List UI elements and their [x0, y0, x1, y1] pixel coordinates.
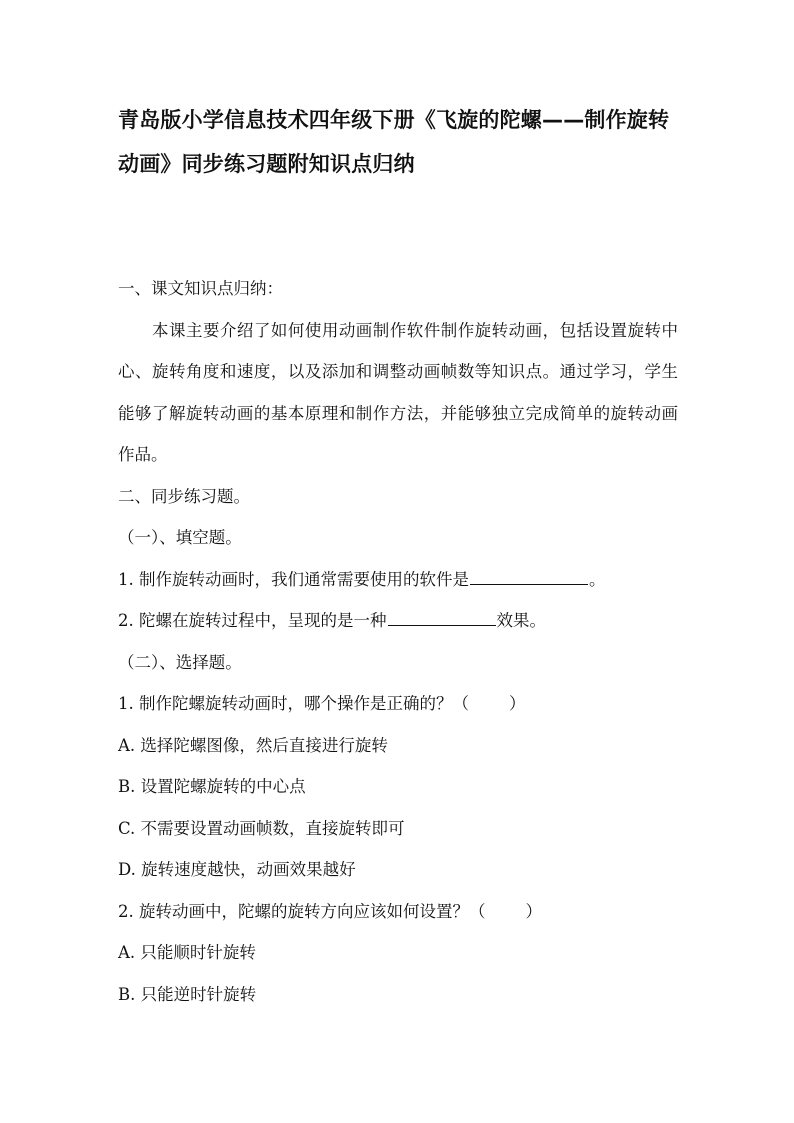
document-body [118, 268, 678, 1015]
choice-question-1 [118, 683, 678, 725]
fill-question-2-text: 2. 陀螺在旋转过程中，呈现的是一种 [118, 611, 387, 630]
knowledge-paragraph: 本课主要介绍了如何使用动画制作软件制作旋转动画，包括设置旋转中心、旋转角度和速度，以及添加和调整动画帧数等知识点。通过学习，学生能够了解旋转动画的基本原理和制作方法，并能够独立完成简单的旋转动画作品。 [118, 320, 678, 464]
fill-question-2 [118, 600, 678, 642]
subsection-heading-choice: （二）、选择题。 [118, 652, 242, 672]
document-title: 青岛版小学信息技术四年级下册《飞旋的陀螺——制作旋转动画》同步练习题附知识点归纳 [118, 108, 670, 176]
choice-option: B. 只能逆时针旋转 [118, 984, 257, 1004]
section-heading-knowledge: 一、课文知识点归纳： [118, 279, 283, 298]
choice-question-2-close: ） [525, 901, 542, 921]
choice-question-1-close: ） [509, 694, 526, 713]
choice-question-2-stem: 2. 旋转动画中，陀螺的旋转方向应该如何设置？（ [118, 901, 486, 921]
choice-option: A. 选择陀螺图像，然后直接进行旋转 [118, 735, 388, 755]
fill-question-2-end: 效果。 [496, 611, 546, 630]
fill-blank-1[interactable] [470, 566, 588, 585]
fill-question-1-end: 。 [589, 569, 606, 589]
fill-question-1 [118, 559, 678, 601]
choice-option: D. 旋转速度越快，动画效果越好 [118, 860, 356, 879]
choice-option: A. 只能顺时针旋转 [118, 943, 256, 962]
choice-option: C. 不需要设置动画帧数，直接旋转即可 [118, 818, 405, 838]
choice-question-1-stem: 1. 制作陀螺旋转动画时，哪个操作是正确的？（ [118, 694, 469, 713]
fill-question-1-text: 1. 制作旋转动画时，我们通常需要使用的软件是 [118, 569, 469, 589]
choice-question-2 [118, 891, 678, 933]
section-heading-exercises: 二、同步练习题。 [118, 486, 250, 506]
choice-option: B. 设置陀螺旋转的中心点 [118, 777, 306, 796]
subsection-heading-fill: （一）、填空题。 [118, 528, 242, 547]
fill-blank-2[interactable] [388, 607, 496, 626]
